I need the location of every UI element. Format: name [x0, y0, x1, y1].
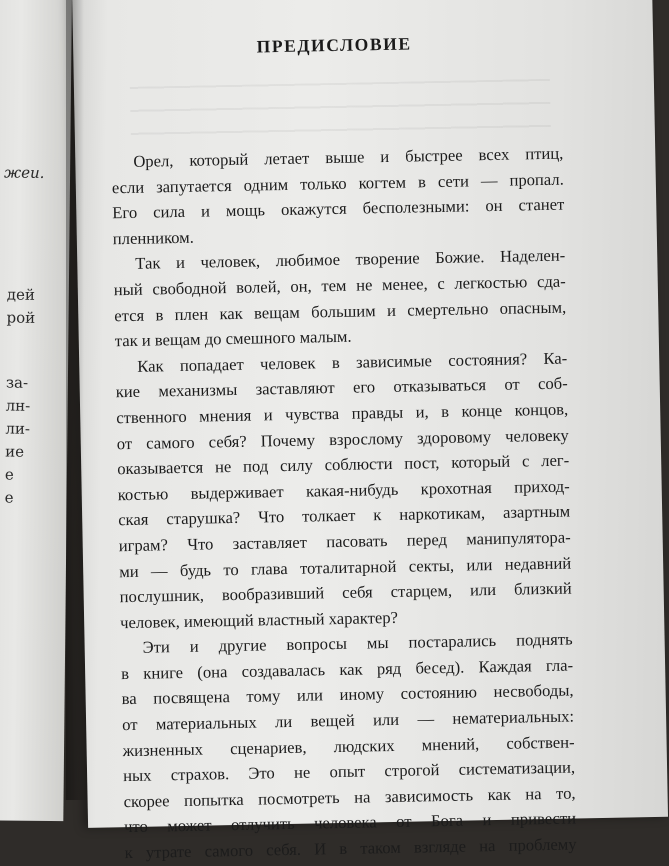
text-line: в книге (она создавалась как ряд бесед). Каждая гла-: [120, 655, 574, 684]
text-line: скорее попытка посмотреть на зависимость как на то,: [123, 783, 576, 812]
body-text: [111, 141, 577, 866]
text-line: так и вещам до смешного малым.: [114, 326, 352, 351]
left-page-text-fragment: жеи.: [3, 163, 45, 182]
book-page: [72, 0, 668, 863]
text-line: человек, имеющий властный характер?: [120, 607, 399, 632]
left-page: [0, 0, 72, 821]
page-title: ПРЕДИСЛОВИЕ: [256, 33, 412, 57]
left-page-text-fragment: рой: [6, 308, 36, 327]
left-page-text-fragment: за-: [5, 373, 29, 392]
left-page-text-fragment: ие: [5, 442, 25, 461]
text-line: Орел, который летает выше и быстрее всех птиц,: [133, 143, 564, 171]
text-line: Его сила и мощь окажутся бесполезными: он станет: [112, 194, 565, 223]
text-line: ва посвящена тому или иному состоянию несвободы,: [121, 680, 574, 709]
text-line: ется в плен как вещам большим и смертельно опасным,: [114, 297, 567, 325]
text-line: ми — будь то глава тоталитарной секты, или недавний: [119, 553, 572, 581]
text-line: оказывается не под силу соблюсти пост, который с лег-: [117, 450, 570, 479]
text-line: Эти и другие вопросы мы постарались поднять: [142, 629, 573, 658]
text-line: жизненных сценариев, людских мнений, собствен-: [122, 732, 575, 760]
text-line: что может отлучить человека от Бога и привести: [123, 808, 577, 837]
text-line: послушник, вообразивший себя старцем, или близкий: [119, 578, 572, 607]
text-line: ственного мнения и чувства правды и, в конце концов,: [116, 399, 569, 428]
text-line: костью выдерживает какая-нибудь крохотная приход-: [117, 476, 570, 504]
bleed-through-text: [130, 79, 551, 147]
text-line: если запутается одним только когтем в сети — пропал.: [111, 169, 564, 197]
left-page-text-fragment: ли-: [5, 419, 31, 438]
text-line: Как попадает человек в зависимые состояния? Ка-: [137, 348, 568, 376]
left-page-text-fragment: дей: [6, 285, 36, 304]
left-page-text-fragment: е: [4, 488, 14, 507]
left-page-text-fragment: е: [4, 465, 14, 484]
text-line: от материальных ли вещей или — нематериальных:: [121, 706, 575, 735]
text-line: пленником.: [112, 227, 195, 249]
text-line: кие механизмы заставляют его отказываться от соб-: [115, 373, 568, 402]
text-line: ская старушка? Что толкает к наркотикам, азартным: [118, 501, 571, 530]
text-line: к утрате самого себя. И в таком взгляде на проблему: [124, 834, 577, 863]
text-line: Так и человек, любимое творение Божие. Наделен-: [135, 245, 566, 274]
text-line: от самого себя? Почему взрослому здоровому человеку: [116, 425, 569, 453]
text-line: играм? Что заставляет пасовать перед манипулятора-: [118, 527, 571, 556]
text-line: ных страхов. Это не опыт строгой систематизации,: [122, 757, 576, 786]
text-line: ный свободной волей, он, тем не менее, с легкостью сда-: [113, 271, 566, 300]
left-page-text-fragment: лн-: [5, 396, 31, 415]
